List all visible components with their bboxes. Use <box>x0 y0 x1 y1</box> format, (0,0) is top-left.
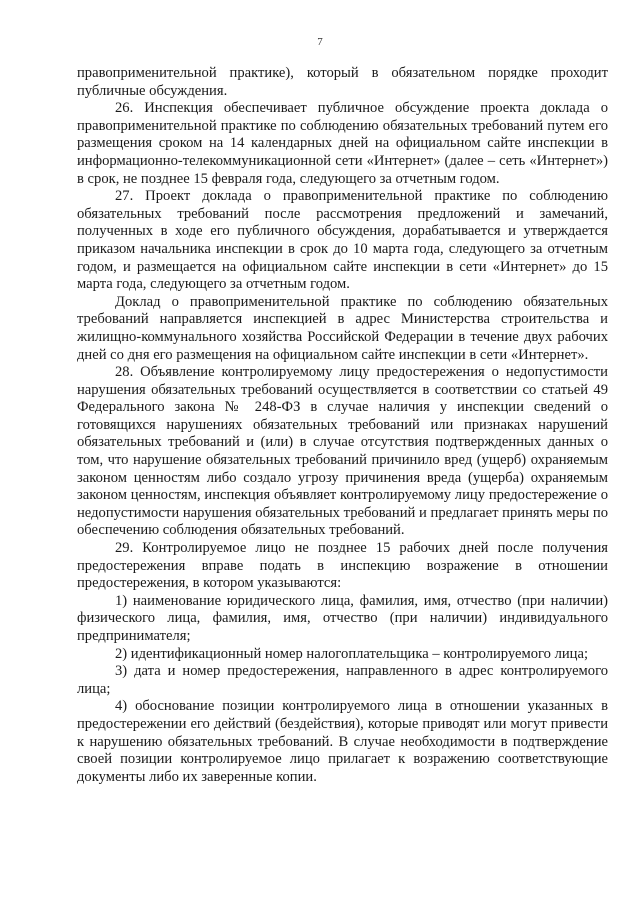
paragraph: 3) дата и номер предостережения, направленного в адрес контролируемого лица; <box>77 663 608 697</box>
paragraph: 26. Инспекция обеспечивает публичное обсуждение проекта доклада о правоприменительной практике по соблюдению обязательных требований путем его размещения сроком на 14 календарных дней на официальном сайте инспекции в информационно-телекоммуникационной сети «Интернет» (далее – сеть «Интернет») в срок, не позднее 15 февраля года, следующего за отчетным годом. <box>77 100 608 187</box>
paragraph: 27. Проект доклада о правоприменительной практике по соблюдению обязательных требований после рассмотрения предложений и замечаний, полученных в ходе его публичного обсуждения, дорабатывается и утверждается приказом начальника инспекции в срок до 10 марта года, следующего за отчетным годом, и размещается на официальном сайте инспекции в сети «Интернет» до 15 марта года, следующего за отчетным годом. <box>77 188 608 293</box>
paragraph: правоприменительной практике), который в обязательном порядке проходит публичные обсуждения. <box>77 65 608 99</box>
page-number: 7 <box>317 36 323 48</box>
paragraph: 1) наименование юридического лица, фамилия, имя, отчество (при наличии) физического лица, фамилия, имя, отчество (при наличии) индивидуального предпринимателя; <box>77 592 608 644</box>
paragraph: 28. Объявление контролируемому лицу предостережения о недопустимости нарушения обязательных требований осуществляется в соответствии со статьей 49 Федерального закона № 248-ФЗ в случае наличия у инспекции сведений о готовящихся нарушениях обязательных требований или признаках нарушений обязательных требований и (или) в случае отсутствия подтвержденных данных о том, что нарушение обязательных требований причинило вред (ущерб) охраняемым законом ценностям либо создало угрозу причинения вреда (ущерба) охраняемым законом ценностям, инспекция объявляет контролируемому лицу предостережение о недопустимости нарушения обязательных требований и предлагает принять меры по обеспечению соблюдения обязательных требований. <box>77 364 608 539</box>
paragraph: 29. Контролируемое лицо не позднее 15 рабочих дней после получения предостережения вправе подать в инспекцию возражение в отношении предостережения, в котором указываются: <box>77 540 608 592</box>
paragraph: Доклад о правоприменительной практике по соблюдению обязательных требований направляется инспекцией в адрес Министерства строительства и жилищно-коммунального хозяйства Российской Федерации в течение двух рабочих дней со дня его размещения на официальном сайте инспекции в сети «Интернет». <box>77 293 608 363</box>
paragraph: 4) обоснование позиции контролируемого лица в отношении указанных в предостережении его действий (бездействия), которые приводят или могут привести к нарушению обязательных требований. В случае необходимости в подтверждение своей позиции контролируемое лицо прилагает к возражению соответствующие документы либо их заверенные копии. <box>77 698 608 785</box>
document-body <box>77 65 608 786</box>
paragraph: 2) идентификационный номер налогоплательщика – контролируемого лица; <box>115 645 589 662</box>
